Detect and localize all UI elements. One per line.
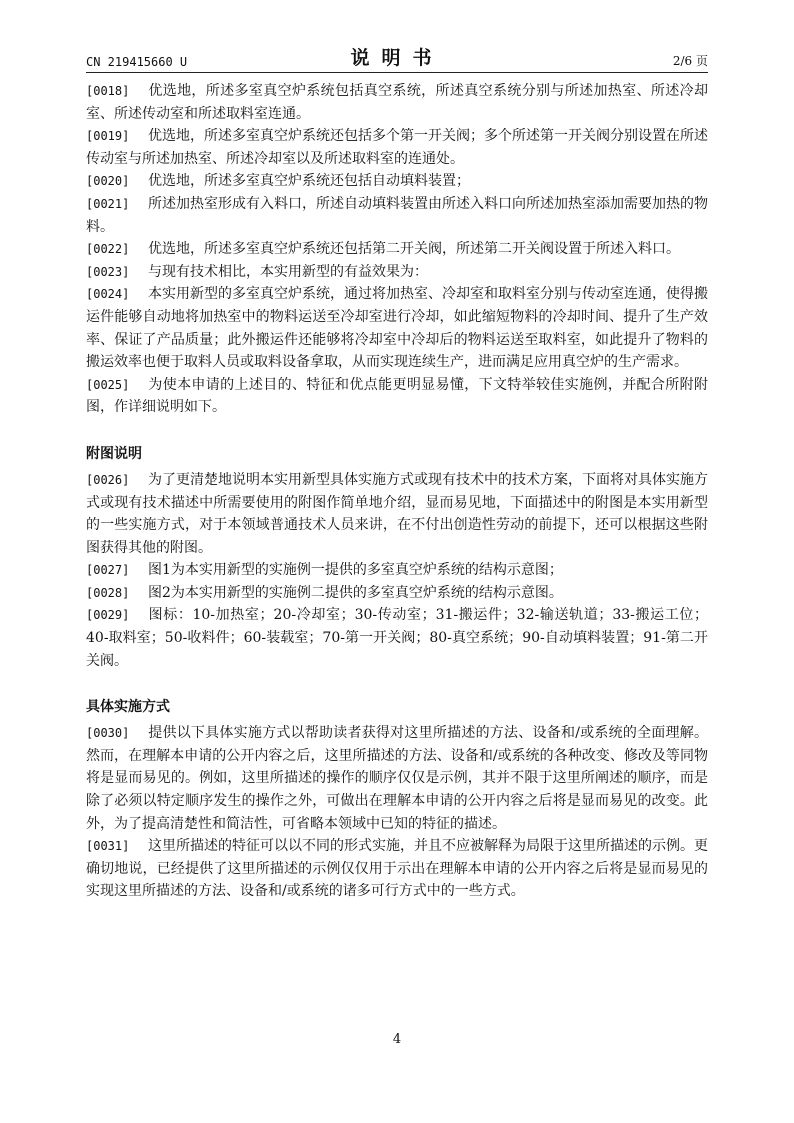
paragraph-text: 优选地，所述多室真空炉系统包括真空系统，所述真空系统分别与所述加热室、所述冷却室、所述传动室和所述取料室连通。	[86, 83, 708, 122]
section-heading-embodiments: 具体实施方式	[86, 699, 170, 716]
paragraph	[86, 835, 708, 903]
paragraph	[86, 722, 708, 835]
paragraph-number: [0019]	[86, 129, 130, 144]
paragraph-text: 优选地，所述多室真空炉系统还包括第二开关阀，所述第二开关阀设置于所述入料口。	[148, 241, 680, 258]
paragraph-group-embodiments	[86, 722, 708, 903]
paragraph-text: 优选地，所述多室真空炉系统还包括多个第一开关阀；多个所述第一开关阀分别设置在所述传动室与所述加热室、所述冷却室以及所述取料室的连通处。	[86, 128, 708, 167]
paragraph-number: [0026]	[86, 472, 130, 487]
paragraph	[86, 80, 708, 125]
paragraph-text: 优选地，所述多室真空炉系统还包括自动填料装置；	[148, 173, 470, 190]
paragraph-number: [0027]	[86, 563, 130, 578]
section-heading-figures: 附图说明	[86, 445, 142, 462]
paragraph	[86, 582, 708, 605]
page-number: 4	[392, 1032, 402, 1047]
paragraph	[86, 170, 708, 193]
document-body	[86, 80, 708, 903]
paragraph-text: 图1为本实用新型的实施例一提供的多室真空炉系统的结构示意图；	[148, 562, 563, 579]
paragraph-number: [0025]	[86, 377, 130, 392]
paragraph-number: [0031]	[86, 839, 130, 854]
paragraph-text: 本实用新型的多室真空炉系统，通过将加热室、冷却室和取料室分别与传动室连通，使得搬运件能够自动地将加热室中的物料运送至冷却室进行冷却，如此缩短物料的冷却时间、提升了生产效率、保证了产品质量；此外搬运件还能够将冷却室中冷却后的物料运送至取料室，如此提升了物料的搬运效率也便于取料人员或取料设备拿取，从而实现连续生产，进而满足应用真空炉的生产需求。	[86, 286, 708, 371]
page-count: 2/6 页	[672, 54, 708, 68]
paragraph	[86, 604, 708, 672]
paragraph-number: [0018]	[86, 84, 130, 98]
paragraph-number: [0029]	[86, 608, 130, 623]
paragraph-number: [0021]	[86, 196, 130, 211]
patent-number: CN 219415660 U	[86, 55, 188, 69]
page-header	[86, 46, 708, 73]
paragraph	[86, 469, 708, 559]
paragraph	[86, 559, 708, 582]
paragraph-text: 这里所描述的特征可以以不同的形式实施，并且不应被解释为局限于这里所描述的示例。更确切地说，已经提供了这里所描述的示例仅仅用于示出在理解本申请的公开内容之后将是显而易见的实现这里所描述的方法、设备和/或系统的诸多可行方式中的一些方式。	[86, 838, 708, 900]
paragraph-text: 图2为本实用新型的实施例二提供的多室真空炉系统的结构示意图。	[148, 584, 563, 601]
paragraph-group-figures	[86, 469, 708, 672]
paragraph-number: [0024]	[86, 287, 130, 302]
paragraph	[86, 238, 708, 261]
paragraph	[86, 374, 708, 419]
paragraph	[86, 283, 708, 373]
paragraph-text: 与现有技术相比，本实用新型的有益效果为：	[148, 263, 428, 280]
paragraph-number: [0023]	[86, 264, 130, 279]
paragraph-text: 为了更清楚地说明本实用新型具体实施方式或现有技术中的技术方案，下面将对具体实施方式或现有技术描述中所需要使用的附图作简单地介绍，显而易见地，下面描述中的附图是本实用新型的一些实施方式，对于本领域普通技术人员来讲，在不付出创造性劳动的前提下，还可以根据这些附图获得其他的附图。	[86, 471, 708, 556]
paragraph-text: 提供以下具体实施方式以帮助读者获得对这里所描述的方法、设备和/或系统的全面理解。然而，在理解本申请的公开内容之后，这里所描述的方法、设备和/或系统的各种改变、修改及等同物将是显而易见的。例如，这里所描述的操作的顺序仅仅是示例，其并不限于这里所阐述的顺序，而是除了必须以特定顺序发生的操作之外，可做出在理解本申请的公开内容之后将是显而易见的改变。此外，为了提高清楚性和简洁性，可省略本领域中已知的特征的描述。	[86, 725, 708, 832]
paragraph-number: [0022]	[86, 242, 130, 257]
paragraph-text: 为使本申请的上述目的、特征和优点能更明显易懂，下文特举较佳实施例，并配合所附附图，作详细说明如下。	[86, 376, 708, 416]
paragraph-group-summary	[86, 80, 708, 419]
paragraph-text: 图标：10-加热室；20-冷却室；30-传动室；31-搬运件；32-输送轨道；33-搬运工位；40-取料室；50-收料件；60-装载室；70-第一开关阀；80-真空系统；90-自动填料装置；91-第二开关阀。	[86, 607, 708, 669]
paragraph	[86, 261, 708, 284]
paragraph-number: [0020]	[86, 174, 130, 189]
paragraph-number: [0030]	[86, 726, 130, 741]
paragraph	[86, 193, 708, 238]
document-title: 说明书	[350, 47, 444, 69]
paragraph	[86, 125, 708, 170]
paragraph-text: 所述加热室形成有入料口，所述自动填料装置由所述入料口向所述加热室添加需要加热的物料。	[86, 195, 708, 235]
paragraph-number: [0028]	[86, 585, 130, 600]
